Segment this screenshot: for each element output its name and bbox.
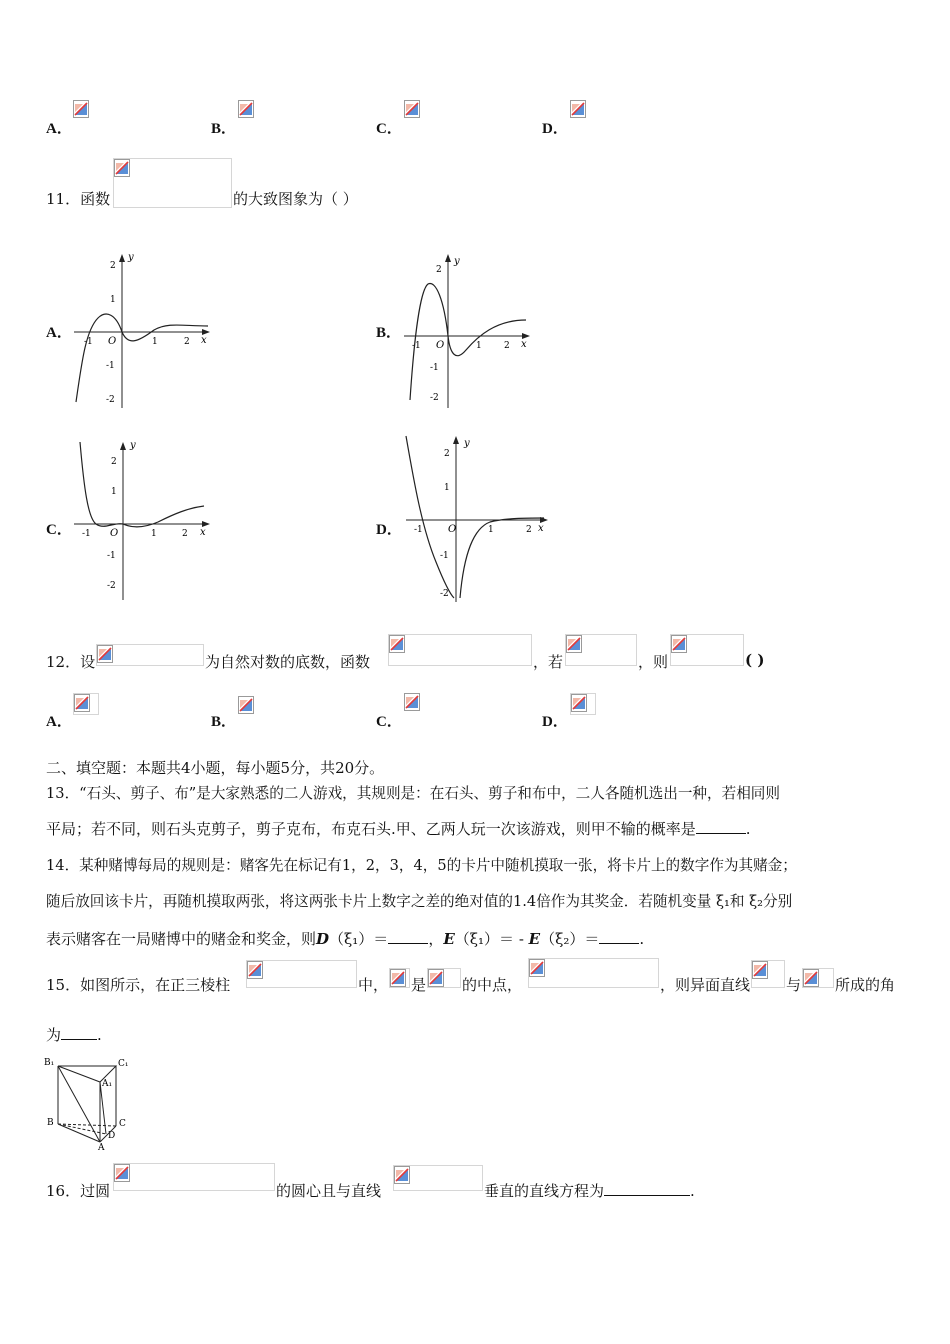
q11-option-d-label: D．: [376, 522, 402, 538]
q11-graph-a: [68, 250, 213, 410]
formula-image: [802, 968, 834, 988]
tick-x-2: 2: [504, 341, 510, 351]
broken-image-icon: [247, 961, 263, 979]
y-axis-label: y: [130, 440, 136, 451]
formula-image: [393, 1165, 483, 1191]
broken-image-icon: [73, 100, 89, 118]
tick-y-1: 1: [111, 487, 117, 497]
answer-blank[interactable]: [696, 819, 746, 834]
broken-image-icon: [404, 100, 420, 118]
label-C1: C₁: [118, 1059, 129, 1069]
q12-text-5: ( ): [745, 651, 765, 669]
q11-option-c-label: C．: [46, 522, 72, 538]
q10-option-d-label: D．: [542, 121, 568, 137]
q16-text-2: 的圆心且与直线: [276, 1182, 382, 1200]
q10-option-c-label: C．: [376, 121, 402, 137]
formula-image: [670, 634, 744, 666]
label-A1: A₁: [102, 1079, 113, 1089]
q13-end: .: [745, 820, 751, 838]
label-B1: B₁: [44, 1058, 55, 1068]
tick-y-neg2: -2: [106, 395, 115, 405]
broken-image-icon: [752, 961, 768, 979]
tick-y-neg1: -1: [106, 361, 115, 371]
tick-x-1: 1: [151, 529, 157, 539]
formula-image: [751, 960, 785, 988]
q12-text-1: 设: [80, 653, 96, 671]
broken-image-icon: [566, 635, 582, 653]
q14-line-1: 14．某种赌博每局的规则是：赌客先在标记有1，2，3，4，5的卡片中随机摸取一张，将卡片上的数字作为其赌金；: [46, 857, 797, 874]
q12-text-2: 为自然对数的底数，函数: [205, 653, 371, 671]
q11-graph-c: [68, 438, 213, 603]
q15-text-4: 的中点，: [462, 976, 523, 994]
broken-image-icon: [238, 100, 254, 118]
broken-image-icon: [428, 969, 444, 987]
q14-sep: ，: [428, 930, 444, 948]
formula-image: [570, 693, 596, 715]
origin-label: O: [448, 524, 457, 535]
broken-image-icon: [390, 969, 406, 987]
tick-y-2: 2: [444, 449, 450, 459]
q14-line-2: 随后放回该卡片，再随机摸取两张，将这两张卡片上数字之差的绝对值的1.4倍作为其奖金．若随机变量 ξ₁和 ξ₂分别: [46, 893, 793, 910]
q15-text-5: ，则异面直线: [660, 976, 751, 994]
q14-xi1-e: （ξ₁）＝: [454, 930, 515, 948]
broken-image-icon: [97, 645, 113, 663]
broken-image-icon: [238, 696, 254, 714]
formula-image: [427, 968, 461, 988]
q12-option-a-label: A．: [46, 714, 72, 730]
q11-suffix: 的大致图象为（ ）: [233, 190, 358, 208]
broken-image-icon: [114, 159, 130, 177]
tick-x-2: 2: [182, 529, 188, 539]
q14-xi1: （ξ₁）＝: [329, 930, 389, 948]
q14-line-3: 表示赌客在一局赌博中的赌金和奖金，则: [46, 930, 317, 948]
q14-E-symbol: E: [443, 930, 455, 948]
origin-label: O: [436, 340, 445, 351]
broken-image-icon: [529, 959, 545, 977]
q15-text-3: 是: [411, 976, 427, 994]
x-axis-label: x: [521, 339, 527, 350]
tick-x-1: 1: [476, 341, 482, 351]
formula-image: [528, 958, 659, 988]
q13-line-2: 平局；若不同，则石头克剪子，剪子克布，布克石头.甲、乙两人玩一次该游戏，则甲不输的概率是: [46, 820, 696, 838]
tick-y-2: 2: [111, 457, 117, 467]
q11-prefix: 函数: [80, 190, 111, 208]
q11-graph-b: [400, 250, 535, 410]
formula-image: [113, 1163, 275, 1191]
broken-image-icon: [671, 635, 687, 653]
broken-image-icon: [570, 100, 586, 118]
q15-line-2: 为: [46, 1026, 62, 1044]
tick-x-neg1: -1: [82, 529, 91, 539]
formula-image: [73, 693, 99, 715]
broken-image-icon: [114, 1164, 130, 1182]
tick-y-neg2: -2: [107, 581, 116, 591]
tick-x-2: 2: [526, 525, 532, 535]
tick-y-neg1: -1: [430, 363, 439, 373]
broken-image-icon: [803, 969, 819, 987]
q15-text-7: 所成的角: [835, 976, 896, 994]
tick-y-neg2: -2: [430, 393, 439, 403]
y-axis-label: y: [464, 438, 470, 449]
q15-text-6: 与: [786, 976, 802, 994]
tick-x-neg1: -1: [414, 525, 423, 535]
x-axis-label: x: [200, 527, 206, 538]
answer-blank[interactable]: [599, 929, 639, 944]
q10-option-a-label: A．: [46, 121, 72, 137]
tick-y-2: 2: [436, 265, 442, 275]
q14-D-symbol: D: [316, 930, 330, 948]
formula-image: [388, 634, 532, 666]
x-axis-label: x: [538, 523, 544, 534]
q11-option-a-label: A．: [46, 325, 72, 341]
y-axis-label: y: [128, 252, 134, 263]
q11-option-b-label: B．: [376, 325, 402, 341]
label-D: D: [108, 1131, 116, 1141]
tick-y-1: 1: [444, 483, 450, 493]
origin-label: O: [110, 528, 119, 539]
q14-xi2: （ξ₂）＝: [540, 930, 600, 948]
formula-image: [96, 644, 204, 666]
q12-number: 12．: [46, 653, 81, 671]
answer-blank[interactable]: [604, 1181, 690, 1196]
q16-end: .: [690, 1182, 695, 1200]
tick-x-neg1: -1: [84, 337, 93, 347]
y-axis-label: y: [454, 256, 460, 267]
prism-figure: [44, 1054, 134, 1152]
q15-number: 15．: [46, 976, 81, 994]
broken-image-icon: [389, 635, 405, 653]
q12-option-d-label: D．: [542, 714, 568, 730]
label-C: C: [119, 1119, 126, 1129]
formula-image: [389, 968, 410, 988]
broken-image-icon: [571, 694, 587, 712]
broken-image-icon: [74, 694, 90, 712]
formula-image: [565, 634, 637, 666]
tick-y-1: 1: [110, 295, 116, 305]
section-2-title: 二、填空题：本题共4小题，每小题5分，共20分。: [46, 759, 385, 777]
q10-option-b-label: B．: [211, 121, 237, 137]
q13-line-1: 13．“石头、剪子、布”是大家熟悉的二人游戏，其规则是：在石头、剪子和布中，二人各随机选出一种，若相同则: [46, 785, 780, 802]
q16-text-1: 过圆: [80, 1182, 111, 1200]
origin-label: O: [108, 336, 117, 347]
formula-image: [246, 960, 357, 988]
q11-number: 11．: [46, 190, 81, 208]
x-axis-label: x: [201, 335, 207, 346]
tick-y-neg2: -2: [440, 589, 449, 599]
q15-text-1: 如图所示，在正三棱柱: [80, 976, 231, 994]
q16-text-3: 垂直的直线方程为: [484, 1182, 605, 1200]
broken-image-icon: [404, 693, 420, 711]
q12-option-b-label: B．: [211, 714, 237, 730]
q15-text-2: 中，: [358, 976, 389, 994]
q12-option-c-label: C．: [376, 714, 402, 730]
q12-text-4: ，则: [638, 653, 669, 671]
tick-y-neg1: -1: [440, 551, 449, 561]
tick-x-2: 2: [184, 337, 190, 347]
q16-number: 16．: [46, 1182, 81, 1200]
label-A: A: [98, 1143, 105, 1152]
answer-blank[interactable]: [388, 929, 428, 944]
answer-blank[interactable]: [61, 1025, 97, 1040]
formula-image: [113, 158, 232, 208]
q14-E-symbol-2: E: [528, 930, 541, 948]
tick-x-neg1: -1: [412, 341, 421, 351]
q14-end: .: [639, 930, 645, 948]
q12-text-3: ，若: [533, 653, 564, 671]
tick-x-1: 1: [152, 337, 158, 347]
label-B: B: [47, 1118, 54, 1128]
tick-y-neg1: -1: [107, 551, 116, 561]
tick-x-1: 1: [488, 525, 494, 535]
tick-y-2: 2: [110, 261, 116, 271]
q11-graph-d: [400, 432, 550, 604]
q15-end: .: [97, 1026, 102, 1044]
q14-minus: -: [514, 930, 529, 948]
broken-image-icon: [394, 1166, 410, 1184]
